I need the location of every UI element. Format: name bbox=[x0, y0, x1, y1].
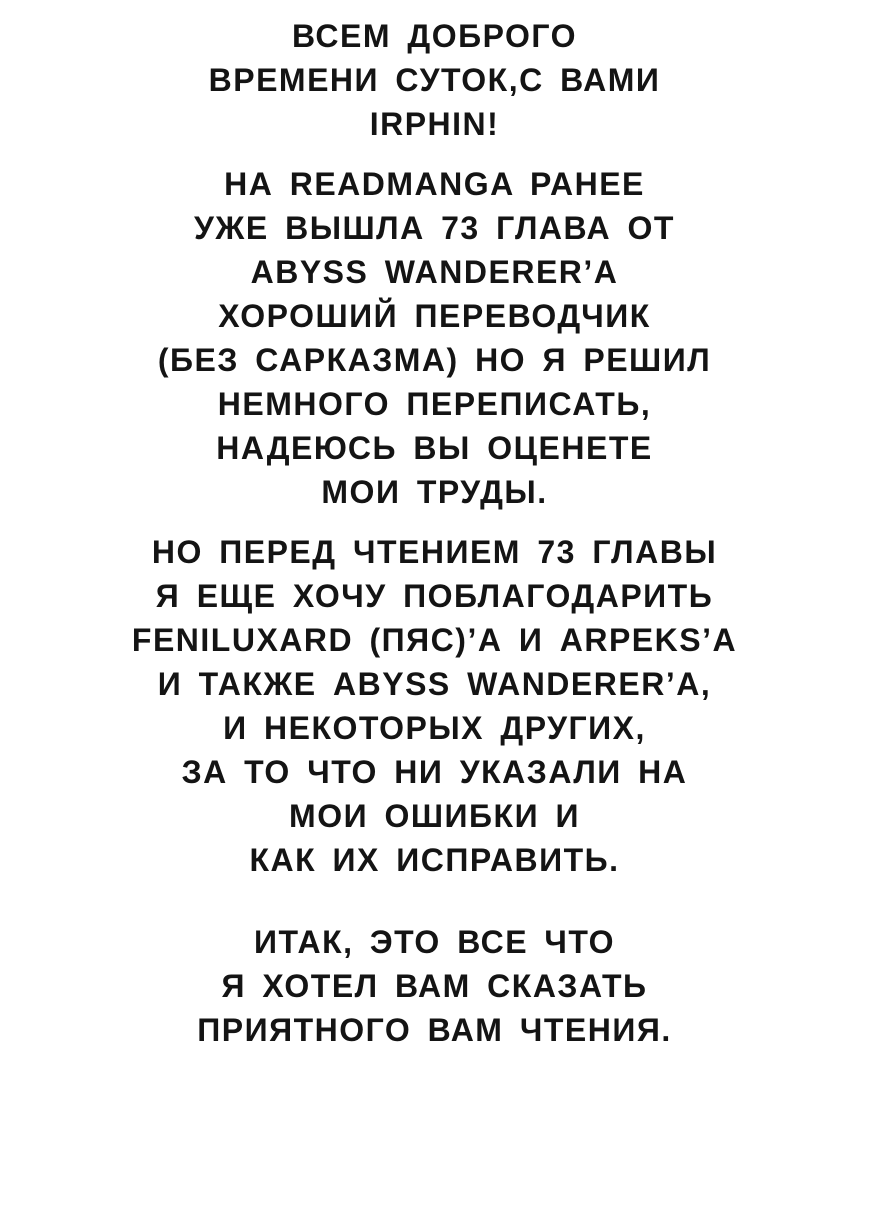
text-line: НЕМНОГО ПЕРЕПИСАТЬ, bbox=[217, 386, 652, 422]
text-line: ЗА ТО ЧТО НИ УКАЗАЛИ НА bbox=[181, 754, 688, 790]
text-line: ВСЕМ ДОБРОГО bbox=[292, 18, 577, 54]
text-line: УЖЕ ВЫШЛА 73 ГЛАВА ОТ bbox=[194, 210, 675, 246]
paragraph-readmanga-note bbox=[0, 162, 869, 514]
text-line: И ТАКЖЕ ABYSS WANDERER’А, bbox=[157, 666, 712, 702]
text-line: ХОРОШИЙ ПЕРЕВОДЧИК bbox=[218, 298, 651, 334]
text-line: И НЕКОТОРЫХ ДРУГИХ, bbox=[223, 710, 646, 746]
text-line: (БЕЗ САРКАЗМА) НО Я РЕШИЛ bbox=[157, 342, 712, 378]
text-line: ИТАК, ЭТО ВСЕ ЧТО bbox=[253, 924, 616, 960]
text-line: ПРИЯТНОГО ВАМ ЧТЕНИЯ. bbox=[197, 1012, 672, 1048]
text-line: Я ХОТЕЛ ВАМ СКАЗАТЬ bbox=[221, 968, 648, 1004]
text-line: НАДЕЮСЬ ВЫ ОЦЕНЕТЕ bbox=[216, 430, 653, 466]
text-line: ABYSS WANDERER’А bbox=[250, 254, 619, 290]
paragraph-greeting bbox=[0, 14, 869, 146]
text-line: FENILUXARD (ПЯС)’А И ARPEKS’А bbox=[131, 622, 738, 658]
text-line: МОИ ОШИБКИ И bbox=[289, 798, 580, 834]
text-line: ВРЕМЕНИ СУТОК,С ВАМИ bbox=[208, 62, 661, 98]
text-line: Я ЕЩЕ ХОЧУ ПОБЛАГОДАРИТЬ bbox=[155, 578, 714, 614]
text-line: НО ПЕРЕД ЧТЕНИЕМ 73 ГЛАВЫ bbox=[151, 534, 718, 570]
text-line: НА READMANGA РАНЕЕ bbox=[224, 166, 645, 202]
paragraph-closing bbox=[0, 920, 869, 1052]
text-line: КАК ИХ ИСПРАВИТЬ. bbox=[249, 842, 620, 878]
text-line: МОИ ТРУДЫ. bbox=[321, 474, 548, 510]
paragraph-thanks bbox=[0, 530, 869, 882]
text-line: IRPHIN! bbox=[369, 106, 500, 142]
